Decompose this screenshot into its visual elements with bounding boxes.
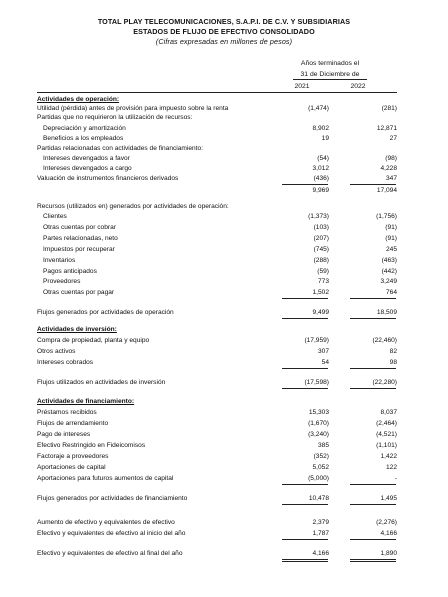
total-rule xyxy=(350,388,396,389)
table-row: Valuación de instrumentos financieros derivados (436) 347 xyxy=(37,175,397,182)
table-row: Factoraje a proveedores (352) 1,422 xyxy=(37,453,397,460)
table-row: Efectivo Restringido en Fideicomisos 385 (1,101) xyxy=(37,442,397,449)
year-2022-header: 2022 xyxy=(350,83,366,90)
column-caption-line2: 31 de Diciembre de xyxy=(300,71,360,78)
total-rule xyxy=(350,504,396,505)
subtotal-rule xyxy=(350,484,396,485)
total-rule xyxy=(282,318,328,319)
table-row: Efectivo y equivalentes de efectivo al inicio del año 1,787 4,166 xyxy=(37,530,397,537)
total-rule xyxy=(282,559,328,560)
total-rule xyxy=(282,504,328,505)
total-row-operating: Flujos generados por actividades de operación 9,499 18,509 xyxy=(37,309,397,316)
table-row: Pago de intereses (3,240) (4,521) xyxy=(37,431,397,438)
total-rule xyxy=(350,559,396,560)
table-row: Otras cuentas por cobrar (103) (91) xyxy=(43,224,397,231)
table-row: Utilidad (pérdida) antes de provisión para impuesto sobre la renta (1,474) (281) xyxy=(37,105,397,112)
total-row-ending-cash: Efectivo y equivalentes de efectivo al final del año 4,166 1,890 xyxy=(37,550,397,557)
section-heading-investing: Actividades de inversión: xyxy=(37,326,117,333)
table-row: Intereses devengados a cargo 3,012 4,228 xyxy=(43,165,397,172)
table-row: Compra de propiedad, planta y equipo (17,959) (22,460) xyxy=(37,337,397,344)
units-note: (Cifras expresadas en millones de pesos) xyxy=(155,37,293,46)
subtotal-rule xyxy=(282,184,328,185)
table-row: Partes relacionadas, neto (207) (91) xyxy=(43,235,397,242)
subtotal-rule xyxy=(282,484,328,485)
section-heading-operating: Actividades de operación: xyxy=(37,96,120,103)
subsection-heading: Partidas que no requirieron la utilización de recursos: xyxy=(37,114,193,121)
header-rule xyxy=(37,92,397,93)
table-row: Intereses cobrados 54 98 xyxy=(37,359,397,366)
table-row: Aumento de efectivo y equivalentes de efectivo 2,379 (2,276) xyxy=(37,519,397,526)
column-caption-line1: Años terminados el xyxy=(300,60,360,67)
year-2021-header: 2021 xyxy=(294,83,310,90)
table-row: Pagos anticipados (59) (442) xyxy=(43,268,397,275)
subtotal-rule xyxy=(350,368,396,369)
subsection-heading: Partidas relacionadas con actividades de financiamiento: xyxy=(37,145,204,152)
subtotal-rule xyxy=(350,539,396,540)
company-title: TOTAL PLAY TELECOMUNICACIONES, S.A.P.I. DE C.V. Y SUBSIDIARIAS xyxy=(97,17,351,26)
table-row: Intereses devengados a favor (54) (98) xyxy=(43,155,397,162)
total-double-rule xyxy=(350,561,396,562)
subtotal-rule xyxy=(282,368,328,369)
subtotal-row: 9,969 17,094 xyxy=(312,187,397,194)
subtotal-rule xyxy=(350,184,396,185)
table-row: Otras cuentas por pagar 1,502 764 xyxy=(43,289,397,296)
statement-title: ESTADOS DE FLUJO DE EFECTIVO CONSOLIDADO xyxy=(133,27,315,36)
subtotal-rule xyxy=(282,298,328,299)
subsection-heading: Recursos (utilizados en) generados por actividades de operación: xyxy=(37,203,229,210)
subtotal-rule xyxy=(282,539,328,540)
table-row: Impuestos por recuperar (745) 245 xyxy=(43,246,397,253)
table-row: Otros activos 307 82 xyxy=(37,348,397,355)
table-row: Préstamos recibidos 15,303 8,037 xyxy=(37,409,397,416)
table-row: Aportaciones de capital 5,052 122 xyxy=(37,464,397,471)
subtotal-rule xyxy=(350,298,396,299)
table-row: Clientes (1,373) (1,756) xyxy=(43,213,397,220)
table-row: Depreciación y amortización 8,902 12,871 xyxy=(43,125,397,132)
table-row: Inventarios (288) (463) xyxy=(43,257,397,264)
total-row-investing: Flujos utilizados en actividades de inversión (17,598) (22,280) xyxy=(37,379,397,386)
table-row: Beneficios a los empleados 19 27 xyxy=(43,135,397,142)
caption-underline xyxy=(293,79,367,80)
total-double-rule xyxy=(282,561,328,562)
section-heading-financing: Actividades de financiamiento: xyxy=(37,398,135,405)
total-rule xyxy=(350,318,396,319)
table-row: Aportaciones para futuros aumentos de capital (5,000) - xyxy=(37,475,397,482)
table-row: Flujos de arrendamiento (1,670) (2,464) xyxy=(37,420,397,427)
total-row-financing: Flujos generados por actividades de financiamiento 10,478 1,495 xyxy=(37,495,397,502)
table-row: Proveedores 773 3,249 xyxy=(43,278,397,285)
total-rule xyxy=(282,388,328,389)
